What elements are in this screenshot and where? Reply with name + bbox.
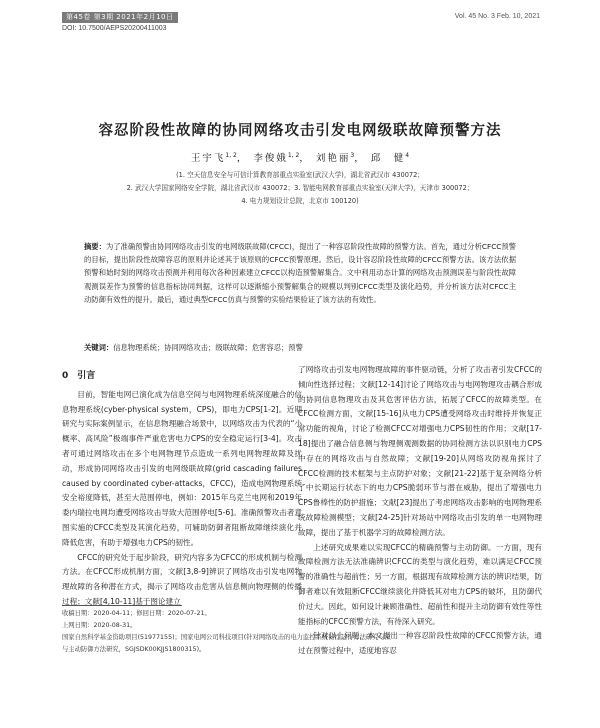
abstract-label: 摘要：	[84, 242, 106, 251]
right-column	[298, 363, 542, 659]
paragraph: CFCC的研究处于起步阶段，研究内容多为CFCC的形成机制与检测方法。在CFCC形成机制方面，文献[3,8-9]辨识了网络攻击引发电网物理故障的各种潜在方式，揭示了网络攻击危害从信息侧向物理侧的传播过程；文献[4,10-11]基于图论建立	[62, 552, 302, 606]
footnote-divider	[62, 605, 182, 606]
footnotes	[62, 608, 392, 656]
paragraph: 了网络攻击引发电网物理故障的事件驱动链，分析了攻击者引发CFCC的倾向性选择过程；文献[12-14]讨论了网络攻击与电网物理攻击耦合形成的协同信息物理攻击及其危害评估方法，拓展了CFCC的故障类型。在CFCC检测方面，文献[15-16]从电力CPS遭受网络攻击时维持并恢复正常功能的视角，讨论了检测CFCC对增强电力CPS韧性的作用；文献[17-18]提出了融合信息侧与物理侧观测数据的协同检测方法以识别电力CPS中存在的网络攻击与自然故障；文献[19-20]从网络攻防视角探讨了CFCC检测的技术框架与主点防护对象；文献[21-22]基于复杂网络分析了中长期运行状态下的电力CPS脆弱环节与潜在威胁，提出了增强电力CPS鲁棒性的防护措施；文献[23]提出了考虑网络攻击影响的电网物理系统故障检测模型；文献[24-25]针对场站中网络攻击引发的单一电网物理故障，提出了基于机器学习的故障检测方法。	[298, 365, 542, 537]
footnote-line: 收稿日期：2020-04-11；修回日期：2020-07-21。	[62, 610, 211, 617]
footnote-line: 国家自然科学基金资助项目(51977155)；国家电网公司科技项目(针对网络攻击的电力监控系统韧性运行方法研究与应	[62, 634, 392, 641]
keywords	[84, 343, 516, 353]
journal-issue-label: 第45卷 第3期 2021年2月10日	[62, 12, 178, 23]
author: 刘艳丽$^3$	[315, 151, 355, 164]
affiliation-line: (1. 空天信息安全与可信计算教育部重点实验室(武汉大学)，湖北省武汉市 430072；	[176, 171, 424, 179]
journal-issue-label-en: Vol. 45 No. 3 Feb. 10, 2021	[454, 13, 540, 20]
paragraph: 上述研究成果难以实现CFCC的精确预警与主动防御。一方面，现有故障检测方法无法准确辨识CFCC的类型与演化趋势，难以满足CFCC预警的准确性与超前性；另一方面，根据现有故障检测方法的辨识结果，防御者难以有效阻断CFCC继续演化并降低其对电力CPS的破坏，且防御代价过大。因此，如何设计兼顾准确性、超前性和提升主动防御有效性等性能指标的CFCC预警方法，有待深入研究。	[298, 542, 542, 626]
affiliation-line: 4. 电力规划设计总院，北京市 100120)	[241, 197, 359, 205]
left-column	[62, 363, 302, 610]
keywords-text: 信息物理系统；协同网络攻击；级联故障；危害容忍；预警	[113, 343, 303, 352]
abstract	[84, 240, 516, 306]
author-list: 王宇飞$^{1, 2}$， 李俊娥$^{1, 2}$， 刘艳丽$^3$， 邱 健$^4$	[190, 151, 410, 164]
section-heading: 0 引言	[62, 371, 96, 381]
footnote-line: 与主动防御方法研究，SGJSDK00KJJS1800315)。	[62, 646, 206, 653]
affiliation-line: 2. 武汉大学国家网络安全学院，湖北省武汉市 430072；3. 智能电网教育部重点实验室(天津大学)，天津市 300072；	[126, 184, 474, 192]
author: 李俊娥$^{1, 2}$	[253, 151, 300, 164]
footnote-line: 上网日期：2020-08-31。	[62, 622, 137, 629]
paragraph: 针对以上问题，本文提出一种容忍阶段性故障的CFCC预警方法，通过在预警过程中，适度地容忍	[298, 631, 542, 656]
paper-title: 容忍阶段性故障的协同网络攻击引发电网级联故障预警方法	[98, 123, 502, 139]
keywords-label: 关键词：	[84, 343, 114, 352]
abstract-text: 为了准确预警由协同网络攻击引发的电网级联故障(CFCC)，提出了一种容忍阶段性故障的预警方法。首先，通过分析CFCC预警的目标，提出阶段性故障容忍的原则并论述其于该原则的CFCC预警原理。然后，设计容忍阶段性故障的CFCC预警方法。该方法依据预警和始时刻的网络攻击预测并利用每次各种因素建立CFCC以构造预警解集合。文中利用动态计算的网络攻击预测误差与阶段性故障观测误差作为预警的信息指标协同判据，这样可以逐渐缩小预警解集合的规模以判别CFCC类型及演化趋势，并分析该方法对CFCC主动防御有效性的提升。最后，通过典型CFCC仿真与预警的实验结果验证了该方法的有效性。	[84, 242, 517, 304]
paragraph: 目前，智能电网已演化成为信息空间与电网物理系统深度融合的信息物理系统(cyber-physical system，CPS)，即电力CPS[1-2]。近期研究与实际案例显示，在信息物理融合场景中，以网络攻击为代表的“小概率、高风险”极端事件严重危害电力CPS的安全稳定运行[3-4]。攻击者可通过网络攻击在多个电网物理节点造成一系列电网物理故障及扰动，形成协同网络攻击引发的电网级联故障(grid cascading failures caused by coordinated cyber-attacks，CFCC)，造成电网物理系统安全裕度降低，甚至大范围停电，例如：2015年乌克兰电网和2019年委内瑞拉电网均遭受网络攻击导致大范围停电[5-6]。准确预警攻击者意图实施的CFCC类型及其演化趋势，可辅助防御者阻断故障继续演化并降低危害，有助于增强电力CPS的韧性。	[62, 389, 302, 547]
author: 王宇飞$^{1, 2}$	[190, 151, 237, 164]
doi[interactable]: DOI: 10.7500/AEPS20200411003	[62, 25, 167, 32]
author: 邱 健$^4$	[370, 151, 410, 164]
